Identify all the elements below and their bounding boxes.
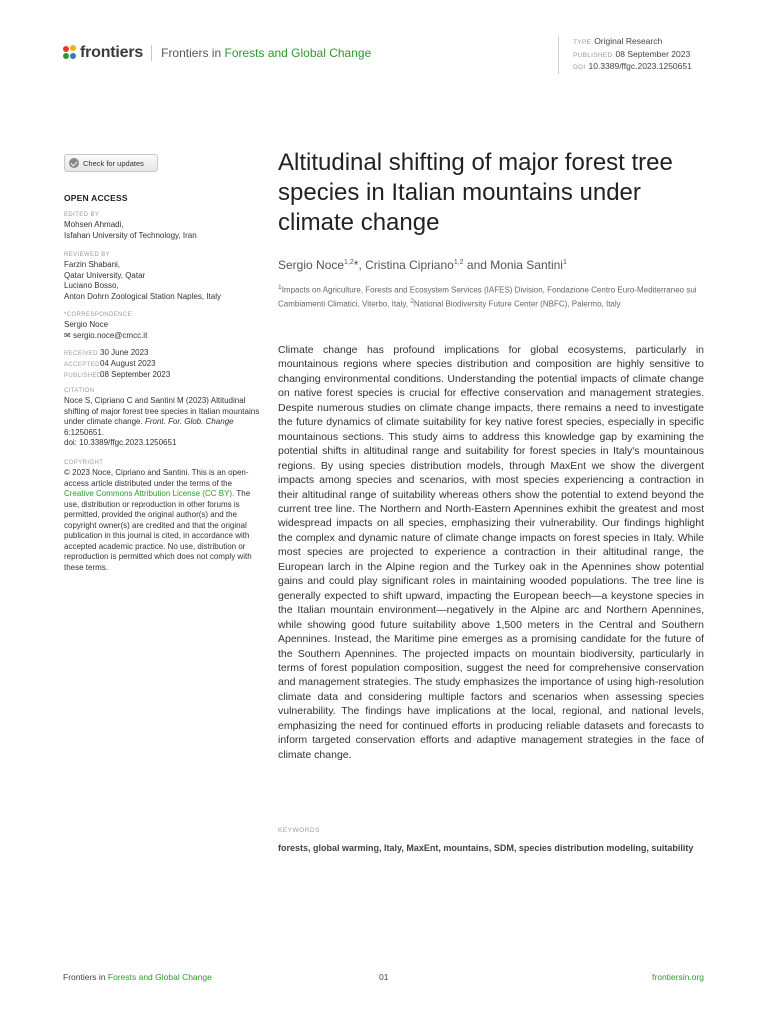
article-dates: RECEIVED 30 June 2023 ACCEPTED04 August 2023 PUBLISHED08 September 2023 xyxy=(64,348,171,379)
correspondence: *CORRESPONDENCE Sergio Noce ✉ sergio.noce@cmcc.it xyxy=(64,311,264,341)
citation-doi[interactable]: doi: 10.3389/ffgc.2023.1250651 xyxy=(64,438,177,447)
author-link[interactable]: Cristina Cipriano xyxy=(365,258,454,272)
publish-date: PUBLISHED 08 September 2023 xyxy=(573,48,691,59)
article-title: Altitudinal shifting of major forest tree species in Italian mountains under climate change xyxy=(278,149,673,236)
author-list: Sergio Noce$^{1,2}$*, Cristina Cipriano$^{1,2}$ and Monia Santini$^1$ xyxy=(278,258,567,272)
frontiers-wordmark[interactable]: frontiers xyxy=(80,44,144,61)
keywords-list: forests, global warming, Italy, MaxEnt, mountains, SDM, species distribution modeling, suitability xyxy=(278,843,694,853)
affiliations: $^1$Impacts on Agriculture, Forests and Ecosystem Services (IAFES) Division, Fondazione Centro Euro-Mediterraneo sui Cambiamenti Climatici, Viterbo, Italy, $^2$National Biodiversity Future Center (NBFC), Palermo, Italy xyxy=(278,284,697,309)
journal-header xyxy=(63,43,371,63)
author-link[interactable]: Monia Santini xyxy=(490,258,563,272)
check-for-updates-button[interactable]: Check for updates xyxy=(64,154,158,172)
open-access-label: OPEN ACCESS xyxy=(64,193,128,203)
envelope-icon: ✉ xyxy=(64,330,71,340)
author-link[interactable]: Sergio Noce xyxy=(278,258,345,272)
journal-name[interactable]: Frontiers in Forests and Global Change xyxy=(161,46,372,60)
article-meta xyxy=(558,36,692,74)
citation: CITATION Noce S, Cipriano C and Santini M (2023) Altitudinal shifting of major forest tree species in Italian mountains under climate change. Front. For. Glob. Change 6:1250651. doi: 10.3389/ffgc.2023.1250651 xyxy=(64,387,264,449)
page-number: 01 xyxy=(379,972,389,982)
edited-by: EDITED BY Mohsen Ahmadi, Isfahan University of Technology, Iran xyxy=(64,212,197,240)
abstract-text: Climate change has profound implications for global ecosystems, particularly in mountainous regions where species distribution and composition are highly sensitive to changing environmental conditions. Understanding the potential impacts of climate change on native forest species is crucial for effective conservation and management strategies. Despite numerous studies on climate change impacts, there remains a need to investigate the future dynamics of climate suitability for key native forest species, especially in specific mountainous sections. This study aims to address this knowledge gap by examining the potential shifts in altitudinal range and suitability for forest species in Italy's mountainous regions. By using species distribution models, through MaxEnt we show the divergent impacts among species and scenarios, with most species experiencing a contraction in their altitudinal range of suitability whereas others show the potential to extend beyond the current tree line. The Northern and North-Eastern Apennines exhibit the greatest and most widespread impacts on all species, emphasizing their vulnerability. Our findings highlight the complex and dynamic nature of climate change impacts on forest species in Italy. While most species are projected to experience a contraction in their altitudinal range, the European larch in the Alpine region and the Turkey oak in the Apennines show potential gains and could play significant roles in maintaining wooded populations. The tree line is generally expected to shift upward, impacting the European beech—a keystone species in the Italian mountain environment—negatively in the Alpine arc and Northern Apennines, while showing good future suitability above 1,500 meters in the Central and Southern Apennines. Instead, the Maritime pine emerges as a promising candidate for the future of the Southern Apennines. The projected impacts on mountain biodiversity, particularly in terms of forest population composition, suggest the need for comprehensive conservation and management strategies. The study emphasizes the importance of using high-resolution climate data and considering multiple factors and scenarios when assessing species vulnerability. The findings have implications at the local, regional, and national levels, emphasizing the need for continued efforts in producing reliable datasets and forecasts to inform targeted conservation efforts and adaptive management strategies in the face of climate change. xyxy=(278,344,704,761)
copyright: COPYRIGHT © 2023 Noce, Cipriano and Santini. This is an open-access article distributed under the terms of the Creative Commons Attribution License (CC BY). The use, distribution or reproduction in other forums is permitted, provided the original author(s) and the copyright owner(s) are credited and that the original publication in this journal is cited, in accordance with accepted academic practice. No use, distribution or reproduction is permitted which does not comply with these terms. xyxy=(64,460,252,572)
article-type: TYPE Original Research xyxy=(573,36,663,46)
footer-site-link[interactable]: frontiersin.org xyxy=(652,972,704,982)
frontiers-logo-icon xyxy=(63,45,77,61)
cc-license-link[interactable]: Creative Commons Attribution License (CC BY). xyxy=(64,489,235,498)
header-divider xyxy=(151,45,152,61)
reviewed-by: REVIEWED BY Farzin Shabani, Qatar University, Qatar Luciano Bosso, Anton Dohrn Zoological Station Naples, Italy xyxy=(64,252,221,301)
keywords-label: KEYWORDS xyxy=(278,827,320,834)
correspondence-email[interactable]: ✉ sergio.noce@cmcc.it xyxy=(64,330,148,340)
check-icon xyxy=(69,158,79,168)
footer-journal[interactable]: Frontiers in Forests and Global Change xyxy=(63,972,212,982)
article-doi[interactable]: DOI 10.3389/ffgc.2023.1250651 xyxy=(573,61,692,71)
